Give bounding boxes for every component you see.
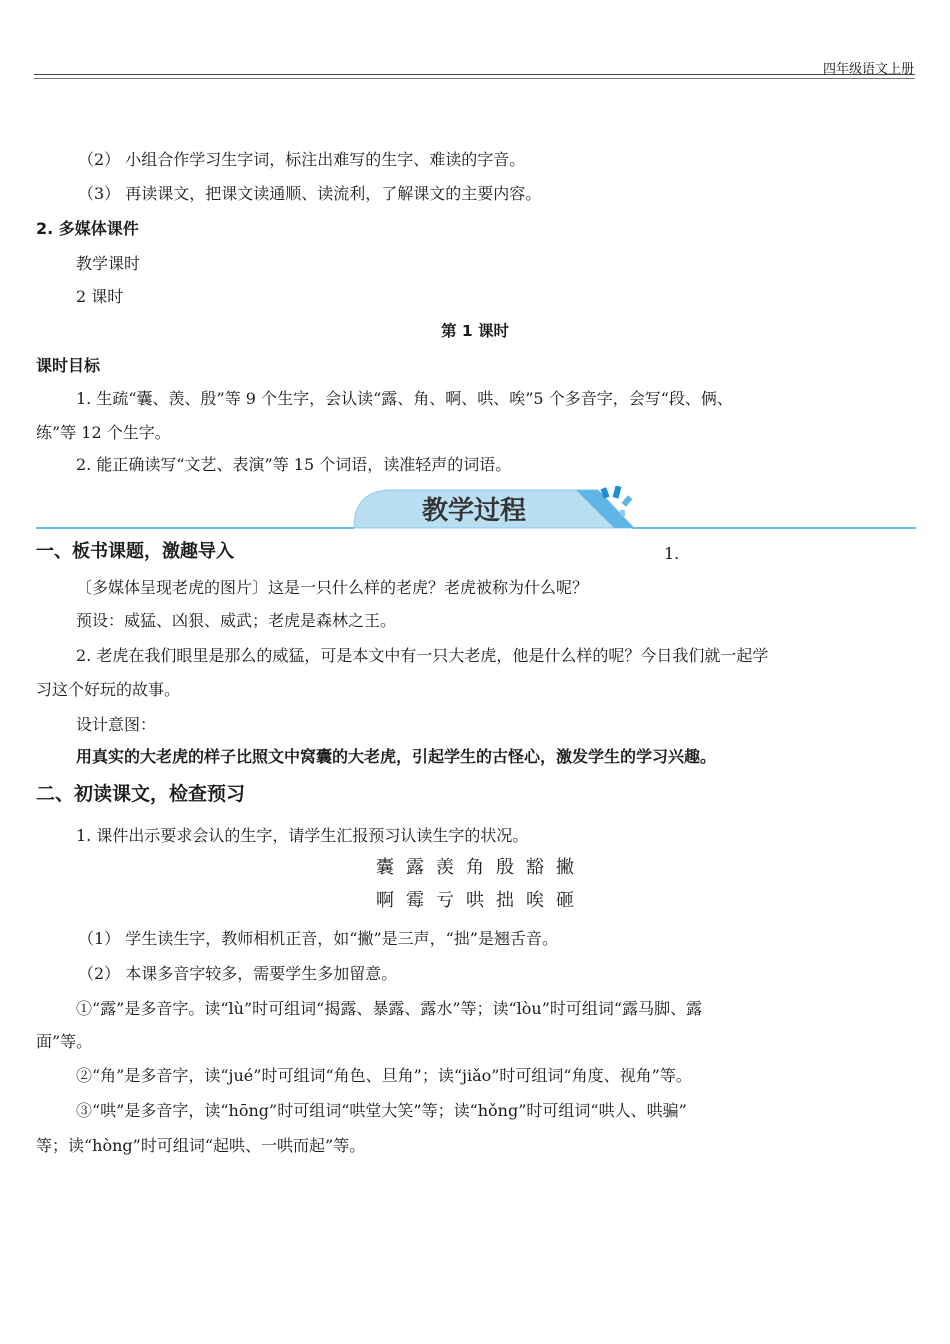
char: 霉 xyxy=(406,890,424,911)
design-intent-label: 设计意图： xyxy=(76,715,157,734)
section1-heading: 一、板书课题，激趣导入 xyxy=(36,541,234,562)
char: 角 xyxy=(466,857,484,878)
lesson-title: 第 1 课时 xyxy=(441,322,509,340)
class-hours-label: 教学课时 xyxy=(76,254,141,273)
goal-1-cont: 练”等 12 个生字。 xyxy=(36,423,171,442)
char-row-1 xyxy=(0,858,950,878)
char: 撇 xyxy=(556,857,574,878)
section2-heading: 二、初读课文，检查预习 xyxy=(36,783,246,805)
char: 豁 xyxy=(526,857,544,878)
char: 露 xyxy=(406,857,424,878)
polyphone-jiao: ②“角”是多音字，读“jué”时可组词“角色、旦角”；读“jiǎo”时可组词“角度、视角”等。 xyxy=(76,1066,692,1085)
char: 殷 xyxy=(496,857,514,878)
section1-side-number: 1. xyxy=(664,544,680,563)
char: 啊 xyxy=(376,890,394,911)
section1-p3-cont: 习这个好玩的故事。 xyxy=(36,680,181,699)
goal-2: 2. 能正确读写“文艺、表演”等 15 个词语，读准轻声的词语。 xyxy=(76,455,512,474)
char: 亏 xyxy=(436,890,454,911)
prep-item-2: （2） 小组合作学习生字词，标注出难写的生字、难读的字音。 xyxy=(78,150,526,169)
section2-p3: （2） 本课多音字较多，需要学生多加留意。 xyxy=(78,964,398,983)
header-title: 四年级语文上册 xyxy=(822,62,914,77)
char: 囊 xyxy=(376,857,394,878)
teaching-process-banner xyxy=(36,486,916,542)
goals-heading: 课时目标 xyxy=(36,356,101,375)
polyphone-hong-cont: 等；读“hòng”时可组词“起哄、一哄而起”等。 xyxy=(36,1136,366,1155)
class-hours-value: 2 课时 xyxy=(76,287,124,306)
banner-title: 教学过程 xyxy=(421,496,527,526)
goal-1: 1. 生疏“囊、羡、殷”等 9 个生字，会认读“露、角、啊、哄、唉”5 个多音字，会写“段、俩、 xyxy=(76,389,733,408)
multimedia-heading: 2. 多媒体课件 xyxy=(36,219,139,238)
char: 羡 xyxy=(436,857,454,878)
char: 砸 xyxy=(556,890,574,911)
polyphone-hong: ③“哄”是多音字，读“hōng”时可组词“哄堂大笑”等；读“hǒng”时可组词“哄人、哄骗” xyxy=(76,1101,687,1120)
polyphone-lu: ①“露”是多音字。读“lù”时可组词“揭露、暴露、露水”等；读“lòu”时可组词“露马脚、露 xyxy=(76,999,703,1018)
prep-item-3: （3） 再读课文，把课文读通顺、读流利，了解课文的主要内容。 xyxy=(78,184,542,203)
header-rule-thin xyxy=(34,78,915,79)
char-row-2 xyxy=(0,891,950,911)
design-intent-text: 用真实的大老虎的样子比照文中窝囊的大老虎，引起学生的古怪心，激发学生的学习兴趣。 xyxy=(76,747,717,766)
char: 唉 xyxy=(526,890,544,911)
section1-p3: 2. 老虎在我们眼里是那么的威猛，可是本文中有一只大老虎，他是什么样的呢？今日我们就一起学 xyxy=(76,646,769,665)
char: 哄 xyxy=(466,890,484,911)
header-rule xyxy=(34,74,915,75)
section1-p1: 〔多媒体呈现老虎的图片〕这是一只什么样的老虎？老虎被称为什么呢？ xyxy=(76,578,589,597)
polyphone-lu-cont: 面”等。 xyxy=(36,1032,93,1051)
section1-p2: 预设：威猛、凶狠、威武；老虎是森林之王。 xyxy=(76,611,397,630)
section2-p2: （1） 学生读生字，教师相机正音，如“撇”是三声，“拙”是翘舌音。 xyxy=(78,929,558,948)
section2-p1: 1. 课件出示要求会认的生字，请学生汇报预习认读生字的状况。 xyxy=(76,826,529,845)
char: 拙 xyxy=(496,890,514,911)
